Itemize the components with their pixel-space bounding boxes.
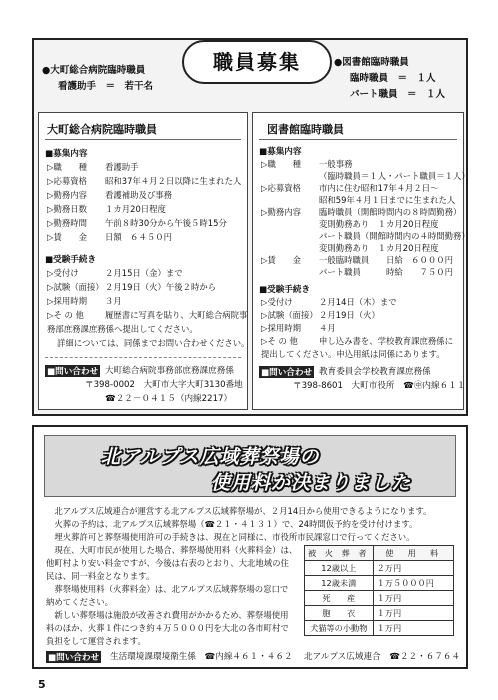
library-detail-row: ▷賃 金 一般臨時職員 日給 ６０００円 xyxy=(261,255,453,265)
hospital-contact-dept: 大町総合病院事務部庶務課庶務係 xyxy=(105,366,234,376)
fee-header-subject: 被 火 葬 者 xyxy=(305,546,374,561)
crematorium-section xyxy=(32,425,468,669)
library-procedure-row: ▷受付け ２月14日（木）まで xyxy=(261,297,397,307)
library-detail-row: ▷職 種 一般事務 xyxy=(261,159,353,169)
fee-subject: 死 産 xyxy=(305,591,374,606)
fee-amount: １万円 xyxy=(373,606,453,621)
hospital-title-divider xyxy=(45,139,241,140)
crematorium-paragraph: 新しい葬祭場は施設が改善され費用がかかるため、葬祭場使用 xyxy=(46,610,289,620)
hospital-detail-row: ▷賃 金 日額 ６４５０円 xyxy=(47,232,172,242)
library-contact-address: 〒398-8601 大町市役所 ☎㊥内線６１１ xyxy=(293,381,466,391)
library-procedure-row: ▷試験（面接）２月19日（火） xyxy=(261,310,380,320)
recruitment-title: 職員募集 xyxy=(182,40,332,84)
table-row xyxy=(305,591,454,606)
fee-subject: 胞 衣 xyxy=(305,606,374,621)
table-row xyxy=(305,606,454,621)
library-procedure-row: ▷採用時期 ４月 xyxy=(261,323,336,333)
fee-table-header xyxy=(305,546,454,561)
hospital-detail-row: ▷勤務内容 看護補助及び事務 xyxy=(47,190,172,200)
hospital-details-heading: ■募集内容 xyxy=(45,149,88,159)
hospital-contact-address: 〒398-0002 大町市大字大町3130番地 xyxy=(85,380,243,390)
library-header-heading: ●図書館臨時職員 xyxy=(334,57,409,68)
hospital-procedure-row: 務部庶務課庶務係へ提出してください。 xyxy=(47,324,198,334)
library-procedure-row: 提出してください。申込用紙は同係にあります。 xyxy=(261,349,445,359)
recruitment-section xyxy=(32,38,468,416)
hospital-procedure-row: ▷受付け ２月15日（金）まで xyxy=(47,268,183,278)
library-title-divider xyxy=(259,139,457,140)
table-row xyxy=(305,561,454,576)
hospital-header-heading: ●大町総合病院臨時職員 xyxy=(42,65,146,76)
hospital-procedure-row: ▷そ の 他 履歴書に写真を貼り、大町総合病院事 xyxy=(47,310,248,320)
fee-subject: 犬猫等の小動物 xyxy=(305,621,374,636)
crematorium-paragraph: 火葬の予約は、北アルプス広域葬祭場（☎２１・４１３１）で、24時間仮予約を受け付けます。 xyxy=(46,519,418,529)
hospital-contact-divider xyxy=(45,357,241,358)
crematorium-paragraph: 納めてください。 xyxy=(46,597,113,607)
library-detail-row: ▷勤務内容 臨時職員（開館時間内の８時間勤務） xyxy=(261,207,462,217)
crematorium-paragraph: 他町村より安い料金ですが、今後は右表のとおり、大北地域の住 xyxy=(46,558,289,568)
hospital-contact-label: ■問い合わせ xyxy=(47,367,99,377)
library-detail-row: ▷応募資格 市内に住む昭和17年４月２日～ xyxy=(261,183,439,193)
hospital-detail-row: ▷勤務日数 １カ月20日程度 xyxy=(47,204,166,214)
hospital-panel xyxy=(38,112,248,410)
fee-table xyxy=(304,545,454,636)
banner-line-1: 北アルプス広域葬祭場の xyxy=(101,446,320,468)
library-contact-label: ■問い合わせ xyxy=(261,368,313,378)
fee-subject: 12歳未満 xyxy=(305,576,374,591)
crematorium-banner xyxy=(44,435,456,497)
crematorium-paragraph: 埋火葬許可と葬祭場使用許可の手続きは、現在と同様に、市役所市民課窓口で行ってください。 xyxy=(46,532,415,542)
library-detail-row: パート職員 時給 ７５０円 xyxy=(319,267,453,277)
hospital-detail-row: ▷勤務時間 午前８時30分から午後５時15分 xyxy=(47,218,227,228)
hospital-header-line: 看護助手 ＝ 若干名 xyxy=(58,81,154,92)
hospital-procedure-row: ▷採用時期 ３月 xyxy=(47,296,122,306)
fee-header-fee: 使 用 料 xyxy=(373,546,453,561)
hospital-procedure-heading: ■受験手続き xyxy=(45,255,97,265)
library-detail-row: 変則勤務あり １カ月20日程度 xyxy=(319,219,439,229)
banner-line-2: 使用料が決まりました xyxy=(211,472,412,494)
library-header-line2: パート職員 ＝ １人 xyxy=(350,89,446,100)
crematorium-paragraph: 現在、大町市民が使用した場合、葬祭場使用料（火葬料金）は、 xyxy=(46,545,298,555)
crematorium-contact-left: 生活環境課環境衛生係 ☎内線４６１・４６２ xyxy=(110,652,293,662)
library-detail-row: 変則勤務あり １カ月20日程度 xyxy=(319,243,439,253)
library-procedure-row: ▷そ の 他 申し込み書を、学校教育課庶務係に xyxy=(261,336,453,346)
page-number: 5 xyxy=(38,678,46,691)
crematorium-paragraph: 北アルプス広域連合が運営する北アルプス広域葬祭場が、２月14日から使用できるようになります。 xyxy=(46,506,432,516)
crematorium-paragraph: 葬祭場使用料（火葬料金）は、北アルプス広域葬祭場の窓口で xyxy=(46,584,289,594)
library-detail-row: パート職員（開館時間内の４時間勤務） xyxy=(319,231,470,241)
library-details-heading: ■募集内容 xyxy=(259,147,302,157)
table-row xyxy=(305,576,454,591)
library-contact-dept: 教育委員会学校教育課庶務係 xyxy=(319,367,431,377)
hospital-contact-phone: ☎２２－０４１５（内線2217） xyxy=(105,394,233,404)
fee-subject: 12歳以上 xyxy=(305,561,374,576)
fee-amount: ２万円 xyxy=(373,561,453,576)
crematorium-paragraph: 料のほか、火葬１件につき約４万５０００円を大北の各市町村で xyxy=(46,623,289,633)
hospital-procedure-row: 詳細については、同係までお問い合わせください。 xyxy=(57,338,250,348)
table-row xyxy=(305,621,454,636)
hospital-procedure-row: ▷試験（面接）２月19日（火）午後２時から xyxy=(47,282,217,292)
crematorium-contact-label: ■問い合わせ xyxy=(48,653,100,663)
library-detail-row: （臨時職員＝１人・パート職員＝１人） xyxy=(319,171,470,181)
fee-amount: １万円 xyxy=(373,621,453,636)
library-header-line1: 臨時職員 ＝ １人 xyxy=(350,73,436,84)
library-panel xyxy=(252,112,470,410)
crematorium-contact-right: 北アルプス広域連合 ☎２２・６７６４ xyxy=(304,652,461,662)
fee-amount: １万円 xyxy=(373,591,453,606)
hospital-panel-title: 大町総合病院臨時職員 xyxy=(47,123,157,136)
library-panel-title: 図書館臨時職員 xyxy=(267,123,344,136)
crematorium-paragraph: 負担をして運営されます。 xyxy=(46,636,146,646)
library-detail-row: 昭和59年４月１日までに生まれた人 xyxy=(319,195,456,205)
hospital-detail-row: ▷応募資格 昭和37年４月２日以降に生まれた人 xyxy=(47,176,242,186)
library-procedure-heading: ■受験手続き xyxy=(259,285,311,295)
hospital-detail-row: ▷職 種 看護助手 xyxy=(47,162,139,172)
crematorium-paragraph: 民は、同一料金となります。 xyxy=(46,571,155,581)
fee-amount: １万５０００円 xyxy=(373,576,453,591)
